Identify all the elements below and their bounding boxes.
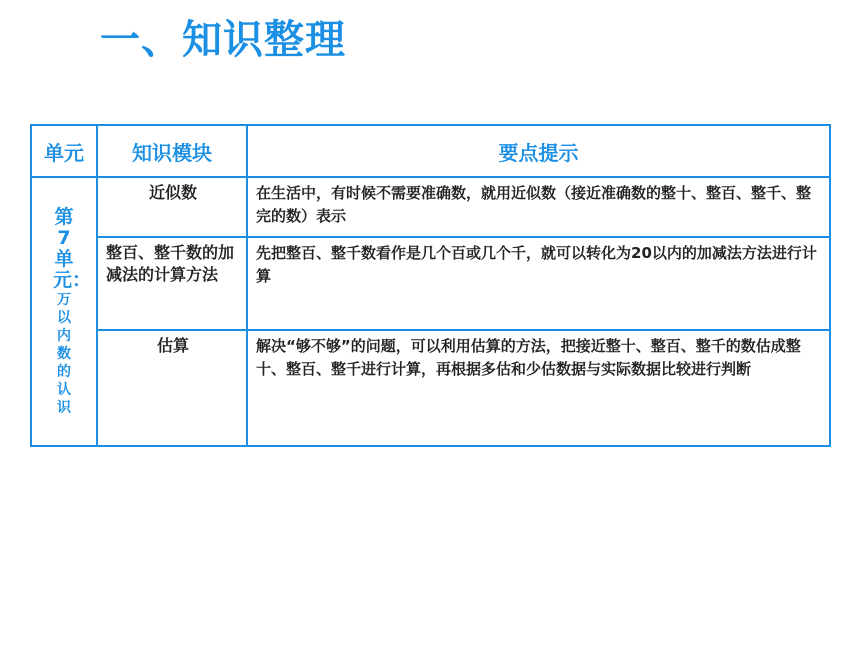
table-row [31,177,830,237]
module-cell: 近似数 [97,177,247,237]
slide-title: 一、知识整理 [100,17,346,63]
table-header-row [31,125,830,177]
unit-sub-label: 万以内数的认识 [57,291,71,416]
tip-cell: 解决“够不够”的问题，可以利用估算的方法，把接近整十、整百、整千的数估成整十、整百、整千进行计算，再根据多估和少估数据与实际数据比较进行判断 [247,330,830,446]
module-cell: 整百、整千数的加减法的计算方法 [97,237,247,330]
module-cell: 估算 [97,330,247,446]
unit-cell [31,177,97,446]
tip-cell: 先把整百、整千数看作是几个百或几个千，就可以转化为20以内的加减法方法进行计算 [247,237,830,330]
header-unit: 单元 [31,125,97,177]
tip-cell: 在生活中，有时候不需要准确数，就用近似数（接近准确数的整十、整百、整千、整完的数）表示 [247,177,830,237]
knowledge-table [30,124,831,447]
knowledge-table-container [30,124,831,447]
header-tip: 要点提示 [247,125,830,177]
unit-main-label: 第7单元： [53,205,92,291]
table-row [31,330,830,446]
table-row [31,237,830,330]
header-module: 知识模块 [97,125,247,177]
